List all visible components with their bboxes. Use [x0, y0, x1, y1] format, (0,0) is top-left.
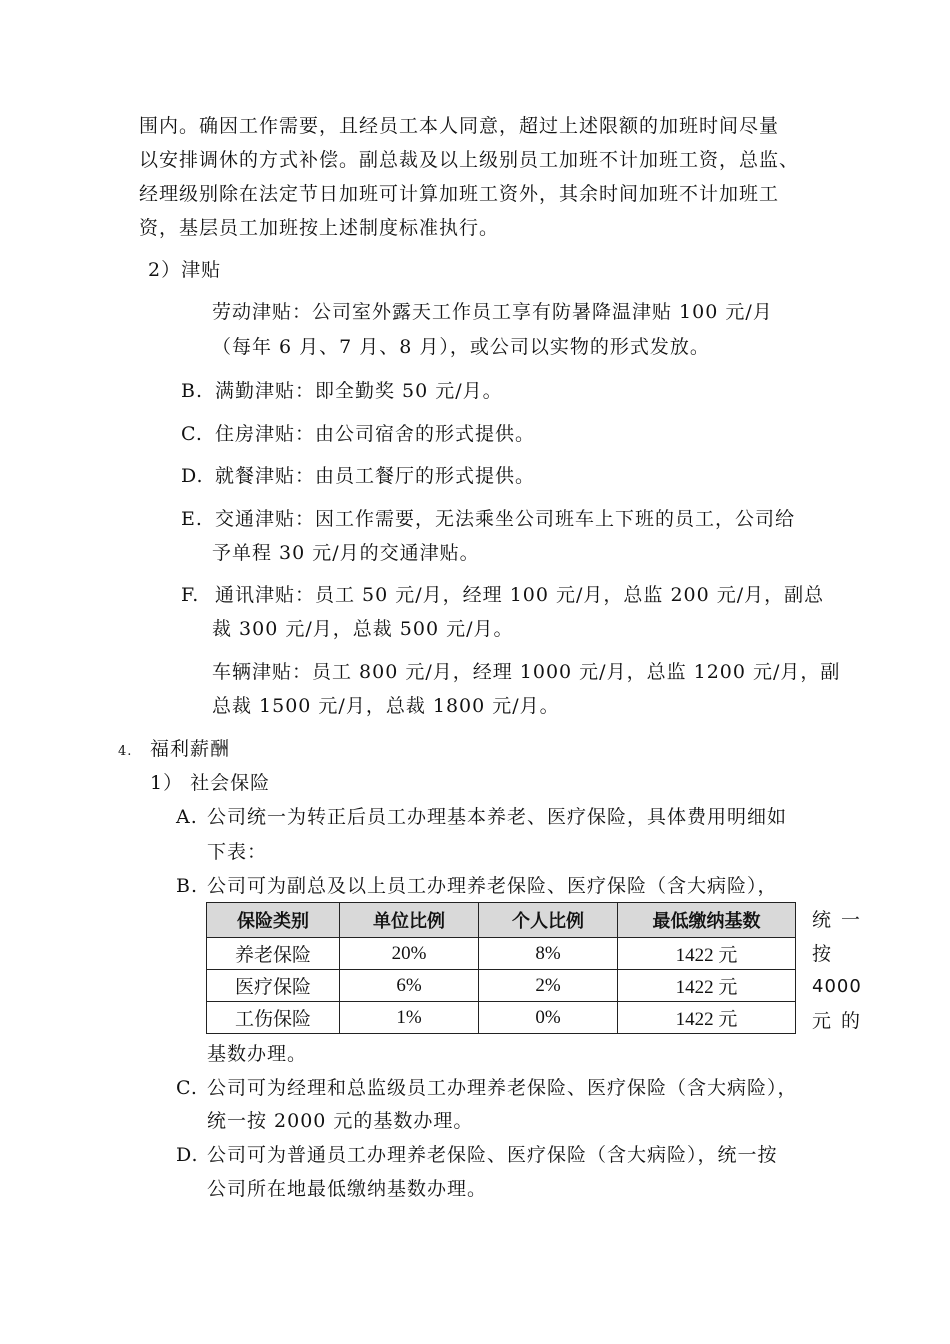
body-line: 资，基层员工加班按上述制度标准执行。: [139, 217, 500, 239]
list-item-labor-allowance: 劳动津贴：公司室外露天工作员工享有防暑降温津贴 100 元/月: [212, 301, 773, 323]
table-cell: 医疗保险: [207, 970, 340, 1002]
list-item-communication-allowance: F. 通讯津贴：员工 50 元/月，经理 100 元/月，总监 200 元/月，副总: [181, 584, 825, 606]
list-marker: A.: [176, 806, 198, 828]
table-cell: 6%: [340, 970, 479, 1002]
list-item-labor-allowance-cont: （每年 6 月、7 月、8 月），或公司以实物的形式发放。: [212, 336, 710, 358]
table-cell: 0%: [479, 1002, 618, 1034]
section-heading-allowance: 2）津贴: [148, 259, 222, 281]
list-item-insurance-d: D. 公司可为普通员工办理养老保险、医疗保险（含大病险），统一按: [176, 1144, 778, 1166]
body-line: 以安排调休的方式补偿。副总裁及以上级别员工加班不计加班工资，总监、: [139, 149, 800, 171]
section-number: 4.: [118, 744, 133, 759]
table-row: [207, 938, 796, 970]
list-item-vehicle-allowance-cont: 总裁 1500 元/月，总裁 1800 元/月。: [212, 695, 560, 717]
list-marker: B.: [181, 380, 204, 402]
wrapped-text-side: 按: [812, 943, 833, 965]
list-item-insurance-c-cont: 统一按 2000 元的基数办理。: [207, 1110, 474, 1132]
table-cell: 1422 元: [618, 938, 796, 970]
list-item-attendance-allowance: B. 满勤津贴：即全勤奖 50 元/月。: [181, 380, 503, 402]
wrapped-text-side: 4000: [812, 976, 862, 997]
body-line: 经理级别除在法定节日加班可计算加班工资外，其余时间加班不计加班工: [139, 183, 780, 205]
column-header: 保险类别: [207, 903, 340, 938]
table-cell: 1422 元: [618, 1002, 796, 1034]
list-item-communication-allowance-cont: 裁 300 元/月，总裁 500 元/月。: [212, 618, 514, 640]
list-item-transport-allowance-cont: 予单程 30 元/月的交通津贴。: [212, 542, 480, 564]
table-cell: 20%: [340, 938, 479, 970]
list-item-meal-allowance: D. 就餐津贴：由员工餐厅的形式提供。: [181, 465, 536, 487]
list-item-transport-allowance: E. 交通津贴：因工作需要，无法乘坐公司班车上下班的员工，公司给: [181, 508, 796, 530]
table-cell: 工伤保险: [207, 1002, 340, 1034]
list-item-insurance-c: C. 公司可为经理和总监级员工办理养老保险、医疗保险（含大病险），: [176, 1077, 798, 1099]
list-marker: E.: [181, 508, 203, 530]
body-line: 围内。确因工作需要，且经员工本人同意，超过上述限额的加班时间尽量: [139, 115, 780, 137]
wrapped-text-side: 统 一: [812, 909, 863, 931]
list-item-insurance-a: A. 公司统一为转正后员工办理基本养老、医疗保险，具体费用明细如: [176, 806, 788, 828]
list-item-insurance-b: B. 公司可为副总及以上员工办理养老保险、医疗保险（含大病险），: [176, 875, 778, 897]
list-item-housing-allowance: C. 住房津贴：由公司宿舍的形式提供。: [181, 423, 536, 445]
table-row: [207, 1002, 796, 1034]
table-cell: 1%: [340, 1002, 479, 1034]
list-item-insurance-d-cont: 公司所在地最低缴纳基数办理。: [207, 1178, 488, 1200]
table-cell: 1422 元: [618, 970, 796, 1002]
list-item-insurance-a-cont: 下表：: [207, 841, 268, 863]
sub-heading-social-insurance: 1） 社会保险: [150, 772, 271, 794]
list-marker: C.: [181, 423, 203, 445]
list-item-vehicle-allowance: 车辆津贴：员工 800 元/月，经理 1000 元/月，总监 1200 元/月，副: [212, 661, 841, 683]
column-header: 最低缴纳基数: [618, 903, 796, 938]
table-row: [207, 970, 796, 1002]
list-item-insurance-b-tail: 基数办理。: [207, 1043, 308, 1065]
table-cell: 养老保险: [207, 938, 340, 970]
table-cell: 2%: [479, 970, 618, 1002]
wrapped-text-side: 元 的: [812, 1010, 863, 1032]
list-marker: D.: [176, 1144, 199, 1166]
insurance-table: [206, 902, 796, 1034]
section-heading-welfare: 4. 福利薪酬: [118, 736, 230, 765]
table-header-row: [207, 903, 796, 938]
list-marker: B.: [176, 875, 199, 897]
list-marker: D.: [181, 465, 204, 487]
list-marker: F.: [181, 584, 200, 606]
table-cell: 8%: [479, 938, 618, 970]
column-header: 个人比例: [479, 903, 618, 938]
list-marker: C.: [176, 1077, 198, 1099]
column-header: 单位比例: [340, 903, 479, 938]
